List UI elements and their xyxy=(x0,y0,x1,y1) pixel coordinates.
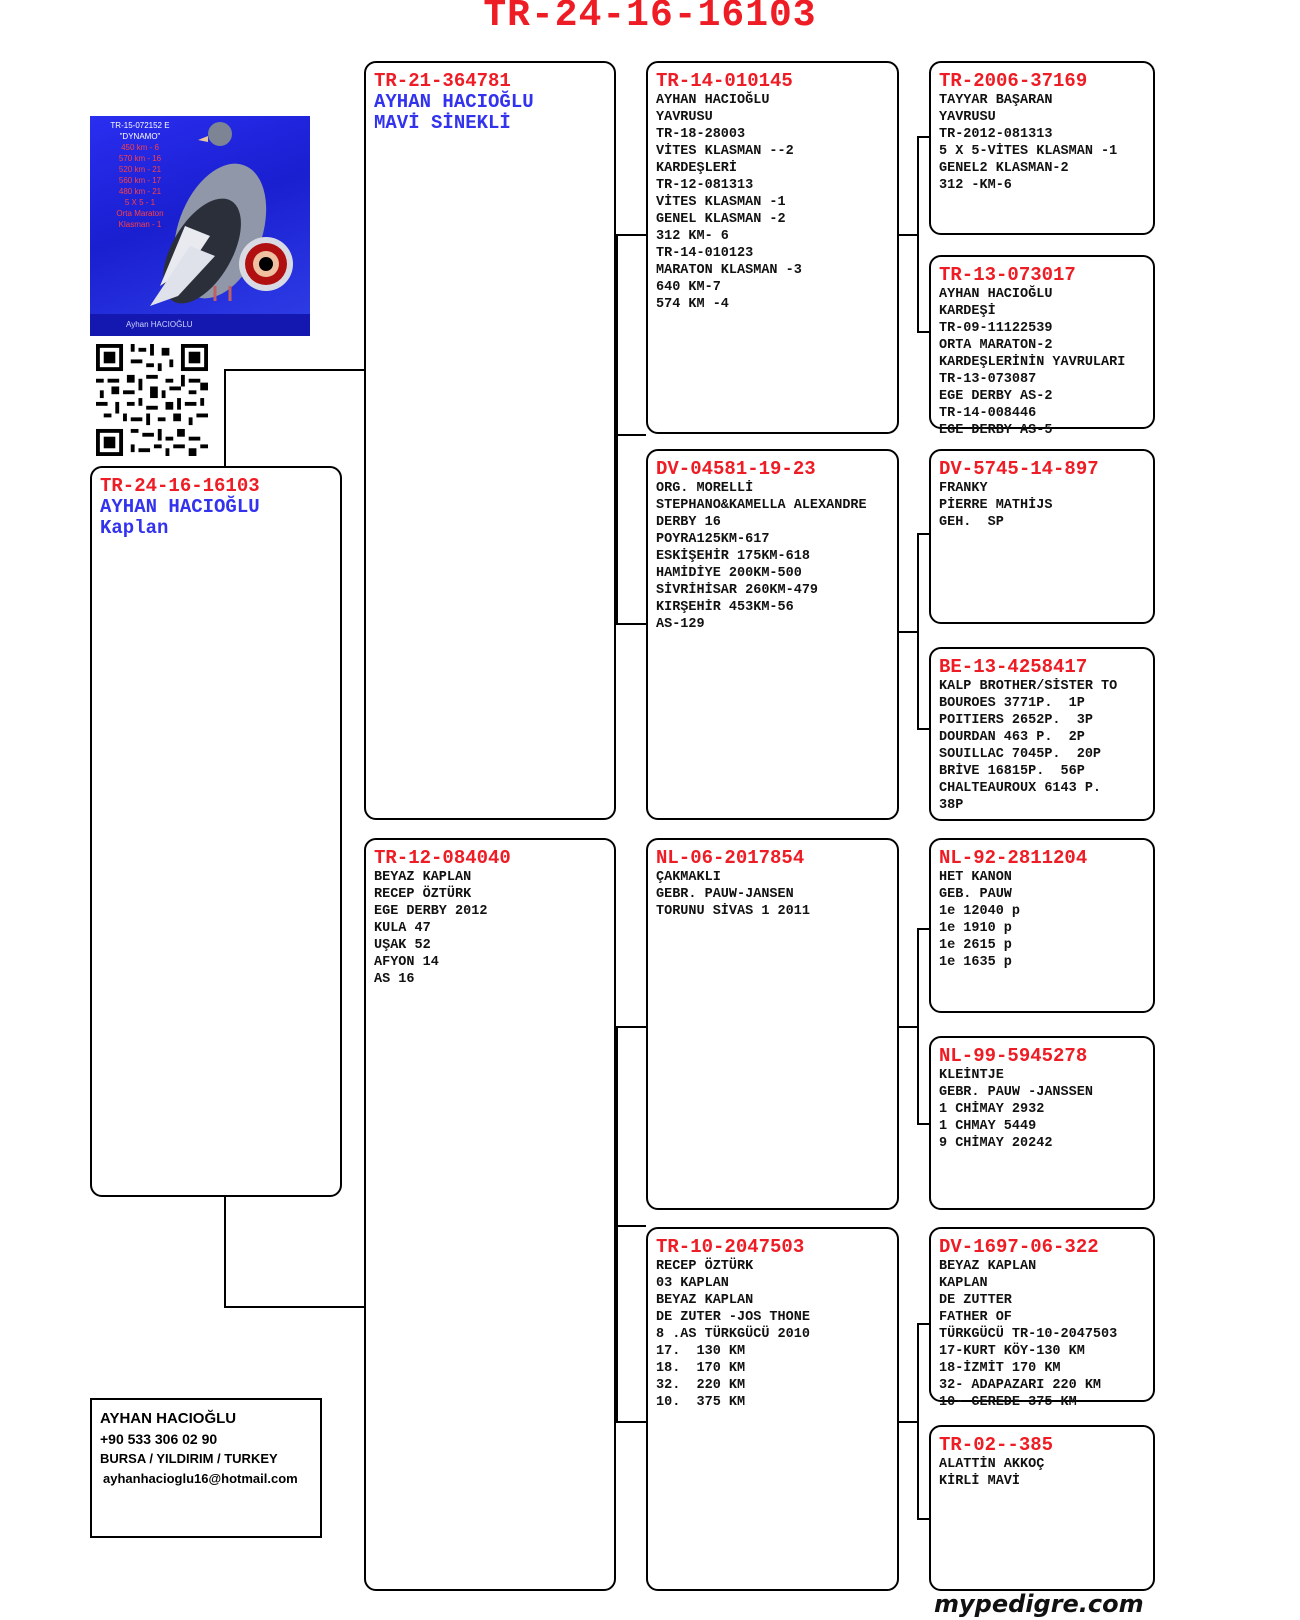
pedigree-notes: FRANKY PİERRE MATHİJS GEH. SP xyxy=(939,481,1053,530)
grandsire-dam-side-card[interactable] xyxy=(646,838,899,1210)
connector-line xyxy=(917,136,919,333)
contact-phone: +90 533 306 02 90 xyxy=(100,1431,218,1447)
pigeon-illustration xyxy=(90,116,310,336)
connector-line xyxy=(616,1421,646,1423)
photo-caption-line: 450 km - 6 xyxy=(121,143,159,152)
pedigree-notes: RECEP ÖZTÜRK 03 KAPLAN BEYAZ KAPLAN DE ZUTER -JOS THONE 8 .AS TÜRKGÜCÜ 2010 17. 130 KM 18. 170 KM 32. 220 KM 10. 375 KM xyxy=(656,1259,810,1410)
ring-number: NL-06-2017854 xyxy=(656,847,805,869)
photo-caption-line: "DYNAMO" xyxy=(119,132,161,141)
great-grandparent-card[interactable] xyxy=(929,255,1155,438)
ring-number: TR-12-084040 xyxy=(374,847,511,869)
ring-number: TR-13-073017 xyxy=(939,264,1076,286)
great-grandparent-card[interactable] xyxy=(929,647,1155,821)
sire-card[interactable] xyxy=(364,61,616,820)
connector-line xyxy=(616,234,618,625)
connector-line xyxy=(917,1518,929,1520)
photo-caption-line: 560 km - 17 xyxy=(118,176,162,185)
connector-line xyxy=(616,1026,646,1028)
pedigree-notes: ORG. MORELLİ STEPHANO&KAMELLA ALEXANDRE DERBY 16 POYRA125KM-617 ESKİŞEHİR 175KM-618 HAMİDİYE 200KM-500 SİVRİHİSAR 260KM-479 KIRŞEHİR 453KM-56 AS-129 xyxy=(656,481,867,632)
connector-line xyxy=(616,234,646,236)
dam-card[interactable] xyxy=(364,838,616,1591)
photo-caption-line: 5 X 5 - 1 xyxy=(124,198,156,207)
contact-email[interactable]: ayhanhacioglu16@hotmail.com xyxy=(103,1471,298,1486)
ring-number: NL-92-2811204 xyxy=(939,847,1088,869)
page-title: TR-24-16-16103 xyxy=(483,0,817,37)
ring-number: TR-02--385 xyxy=(939,1434,1054,1456)
pedigree-notes: BEYAZ KAPLAN RECEP ÖZTÜRK EGE DERBY 2012 KULA 47 UŞAK 52 AFYON 14 AS 16 xyxy=(374,870,488,987)
pedigree-notes: AYHAN HACIOĞLU KARDEŞİ TR-09-11122539 ORTA MARATON-2 KARDEŞLERİNİN YAVRULARI TR-13-073087 EGE DERBY AS-2 TR-14-008446 EGE DERBY AS-5 xyxy=(939,287,1126,438)
ring-number: TR-10-2047503 xyxy=(656,1236,805,1258)
connector-line xyxy=(616,623,646,625)
connector-line xyxy=(917,1323,929,1325)
connector-line xyxy=(917,1123,929,1125)
ring-number: TR-21-364781 xyxy=(374,70,511,92)
owner-name: AYHAN HACIOĞLU xyxy=(100,496,260,518)
photo-caption-line: TR-15-072152 E xyxy=(110,121,170,130)
great-grandparent-card[interactable] xyxy=(929,838,1155,1013)
contact-name: AYHAN HACIOĞLU xyxy=(100,1410,237,1427)
connector-line xyxy=(224,1196,226,1308)
ring-number: DV-5745-14-897 xyxy=(939,458,1099,480)
ring-number: DV-1697-06-322 xyxy=(939,1236,1099,1258)
ring-number: DV-04581-19-23 xyxy=(656,458,816,480)
great-grandparent-card[interactable] xyxy=(929,61,1155,235)
connector-line xyxy=(917,533,929,535)
ring-number: BE-13-4258417 xyxy=(939,656,1088,678)
color-label: Kaplan xyxy=(100,517,169,539)
connector-line xyxy=(616,1225,646,1227)
photo-caption-line: Orta Maraton Klasman - 1 xyxy=(116,209,164,229)
pedigree-notes: KALP BROTHER/SİSTER TO BOUROES 3771P. 1P POITIERS 2652P. 3P DOURDAN 463 P. 2P SOUILLAC 7045P. 20P BRİVE 16815P. 56P CHALTEAUROUX 6143 P. 38P xyxy=(939,679,1118,813)
ring-number: TR-24-16-16103 xyxy=(100,475,260,497)
connector-line xyxy=(224,369,226,466)
great-grandparent-card[interactable] xyxy=(929,1425,1155,1591)
connector-line xyxy=(917,1323,919,1520)
granddam-dam-side-card[interactable] xyxy=(646,1227,899,1591)
owner-name: AYHAN HACIOĞLU xyxy=(374,91,534,113)
pedigree-notes: TAYYAR BAŞARAN YAVRUSU TR-2012-081313 5 X 5-VİTES KLASMAN -1 GENEL2 KLASMAN-2 312 -KM-6 xyxy=(939,93,1118,193)
photo-caption-line: 520 km - 21 xyxy=(118,165,162,174)
connector-line xyxy=(917,533,919,730)
connector-line xyxy=(616,1026,618,1423)
pedigree-notes: BEYAZ KAPLAN KAPLAN DE ZUTTER FATHER OF TÜRKGÜCÜ TR-10-2047503 17-KURT KÖY-130 KM 18-İZMİT 170 KM 32- ADAPAZARI 220 KM 10- GEREDE 375 KM xyxy=(939,1259,1118,1410)
connector-line xyxy=(917,136,929,138)
great-grandparent-card[interactable] xyxy=(929,1227,1155,1410)
connector-line xyxy=(899,234,919,236)
connector-line xyxy=(224,369,365,371)
contact-address: BURSA / YILDIRIM / TURKEY xyxy=(100,1451,278,1466)
contact-box xyxy=(90,1398,322,1538)
photo-footer: Ayhan HACIOĞLU xyxy=(90,314,310,336)
connector-line xyxy=(224,1306,365,1308)
pedigree-notes: ALATTİN AKKOÇ KİRLİ MAVİ xyxy=(939,1457,1045,1489)
great-grandparent-card[interactable] xyxy=(929,449,1155,624)
connector-line xyxy=(899,631,919,633)
granddam-sire-side-card[interactable] xyxy=(646,449,899,820)
pedigree-notes: KLEİNTJE GEBR. PAUW -JANSSEN 1 CHİMAY 2932 1 CHMAY 5449 9 CHİMAY 20242 xyxy=(939,1068,1093,1151)
great-grandparent-card[interactable] xyxy=(929,1036,1155,1210)
ring-number: NL-99-5945278 xyxy=(939,1045,1088,1067)
pedigree-notes: ÇAKMAKLI GEBR. PAUW-JANSEN TORUNU SİVAS 1 2011 xyxy=(656,870,810,919)
connector-line xyxy=(917,928,919,1125)
pigeon-photo xyxy=(90,116,310,336)
grandsire-sire-side-card[interactable] xyxy=(646,61,899,434)
photo-caption-line: 570 km - 16 xyxy=(118,154,162,163)
photo-caption-line: 480 km - 21 xyxy=(118,187,162,196)
connector-line xyxy=(899,1421,919,1423)
connector-line xyxy=(917,728,929,730)
subject-card[interactable] xyxy=(90,466,342,1197)
color-label: MAVİ SİNEKLİ xyxy=(374,112,511,134)
connector-line xyxy=(917,928,929,930)
connector-line xyxy=(616,434,646,436)
pedigree-notes: HET KANON GEB. PAUW 1e 12040 p 1e 1910 p 1e 2615 p 1e 1635 p xyxy=(939,870,1021,970)
qr-code xyxy=(94,344,210,456)
ring-number: TR-2006-37169 xyxy=(939,70,1088,92)
connector-line xyxy=(917,331,929,333)
pedigree-notes: AYHAN HACIOĞLU YAVRUSU TR-18-28003 VİTES KLASMAN --2 KARDEŞLERİ TR-12-081313 VİTES KLASMAN -1 GENEL KLASMAN -2 312 KM- 6 TR-14-010123 MARATON KLASMAN -3 640 KM-7 574 KM -4 xyxy=(656,93,802,312)
connector-line xyxy=(899,1026,919,1028)
brand-logo[interactable]: mypedigre.com xyxy=(934,1590,1144,1618)
ring-number: TR-14-010145 xyxy=(656,70,793,92)
